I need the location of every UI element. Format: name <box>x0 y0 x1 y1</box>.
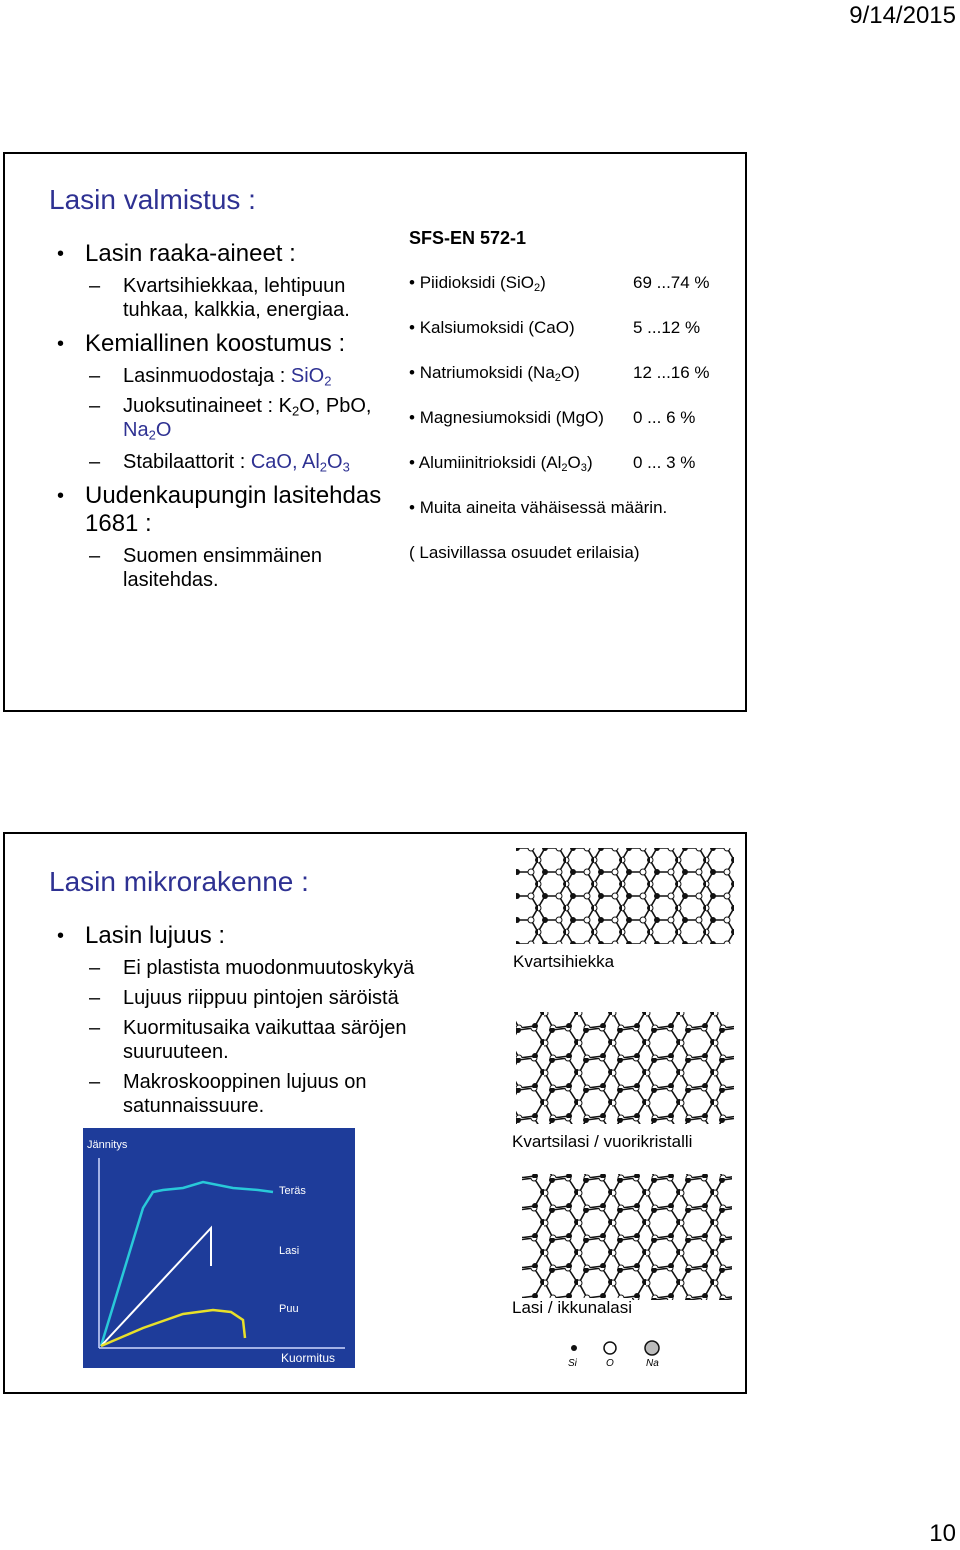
glass-curve <box>101 1228 211 1346</box>
bullet-factory: • Uudenkaupungin lasitehdas 1681 : <box>55 482 381 538</box>
sub-bullet-no-plasticity: – Ei plastista muodonmuutoskykyä <box>89 956 414 980</box>
curve-label-glass: Lasi <box>279 1245 300 1257</box>
label-window-glass: Lasi / ikkunalasi <box>512 1298 633 1317</box>
stress-load-graph <box>83 1128 355 1368</box>
sub-bullet-macroscopic: – Makroskooppinen lujuus on satunnaissuure. <box>89 1070 367 1118</box>
legend-o-circle <box>604 1342 616 1354</box>
slide-glass-microstructure <box>3 832 747 1394</box>
date: 9/14/2015 <box>849 2 956 29</box>
page-number: 10 <box>929 1520 956 1547</box>
slide-title: Lasin mikrorakenne : <box>49 866 309 897</box>
wood-curve <box>101 1310 245 1346</box>
structure-diagrams <box>510 848 740 1368</box>
composition-row-mgo: • Magnesiumoksidi (MgO) 0 ... 6 % <box>409 407 604 429</box>
sub-bullet-flux: – Juoksutinaineet : $K_2O$, PbO, $Na_2O$ <box>89 394 371 442</box>
standard-title: SFS-EN 572-1 <box>409 228 527 248</box>
sub-bullet-surface-cracks: – Lujuus riippuu pintojen säröistä <box>89 986 399 1010</box>
quartz-glass-network <box>516 1012 734 1124</box>
composition-note: ( Lasivillassa osuudet erilaisia) <box>409 543 640 562</box>
graph-xlabel: Kuormitus <box>281 1351 336 1365</box>
legend-si-dot <box>571 1345 577 1351</box>
composition-row-na2o: • Natriumoksidi $(Na_2O)$ 12 ...16 % <box>409 362 580 384</box>
label-quartz-glass: Kvartsilasi / vuorikristalli <box>512 1132 693 1151</box>
legend-si: Si <box>568 1358 577 1368</box>
steel-curve <box>101 1182 273 1346</box>
bullet-strength: • Lasin lujuus : <box>55 922 225 950</box>
sub-bullet-former: – Lasinmuodostaja : SiO$_2$ <box>89 364 331 388</box>
label-quartz-sand: Kvartsihiekka <box>513 952 615 971</box>
structure-drawings <box>510 848 740 1368</box>
composition-row-al2o3: • Alumiinitrioksidi $(Al_2O_3)$ 0 ... 3 % <box>409 452 593 474</box>
bullet-raw-materials: • Lasin raaka-aineet : <box>55 240 296 268</box>
sub-bullet-factory: – Suomen ensimmäinen lasitehdas. <box>89 544 322 592</box>
composition-other: • Muita aineita vähäisessä määrin. <box>409 497 667 519</box>
curve-label-steel: Teräs <box>279 1185 306 1197</box>
slide-title: Lasin valmistus : <box>49 184 256 215</box>
legend-o: O <box>606 1358 614 1368</box>
legend-na-circle <box>645 1341 659 1355</box>
sub-bullet-stabilizers: – Stabilaattorit : CaO, $Al_2O_3$ <box>89 450 350 474</box>
window-glass-network <box>522 1174 732 1300</box>
graph-ylabel: Jännitys <box>87 1139 128 1151</box>
sub-bullet-load-time: – Kuormitusaika vaikuttaa säröjen suuruuteen. <box>89 1016 406 1064</box>
composition-row-sio2: • Piidioksidi (SiO$_2$) 69 ...74 % <box>409 272 546 294</box>
stress-load-graph-image <box>83 1128 355 1368</box>
bullet-chemistry: • Kemiallinen koostumus : <box>55 330 345 358</box>
legend-na: Na <box>646 1358 659 1368</box>
sub-bullet-raw-materials: – Kvartsihiekkaa, lehtipuun tuhkaa, kalkkia, energiaa. <box>89 274 350 322</box>
slide-glass-manufacturing <box>3 152 747 712</box>
quartz-sand-lattice <box>516 848 734 944</box>
curve-label-wood: Puu <box>279 1303 299 1315</box>
composition-row-cao: • Kalsiumoksidi (CaO) 5 ...12 % <box>409 317 575 339</box>
